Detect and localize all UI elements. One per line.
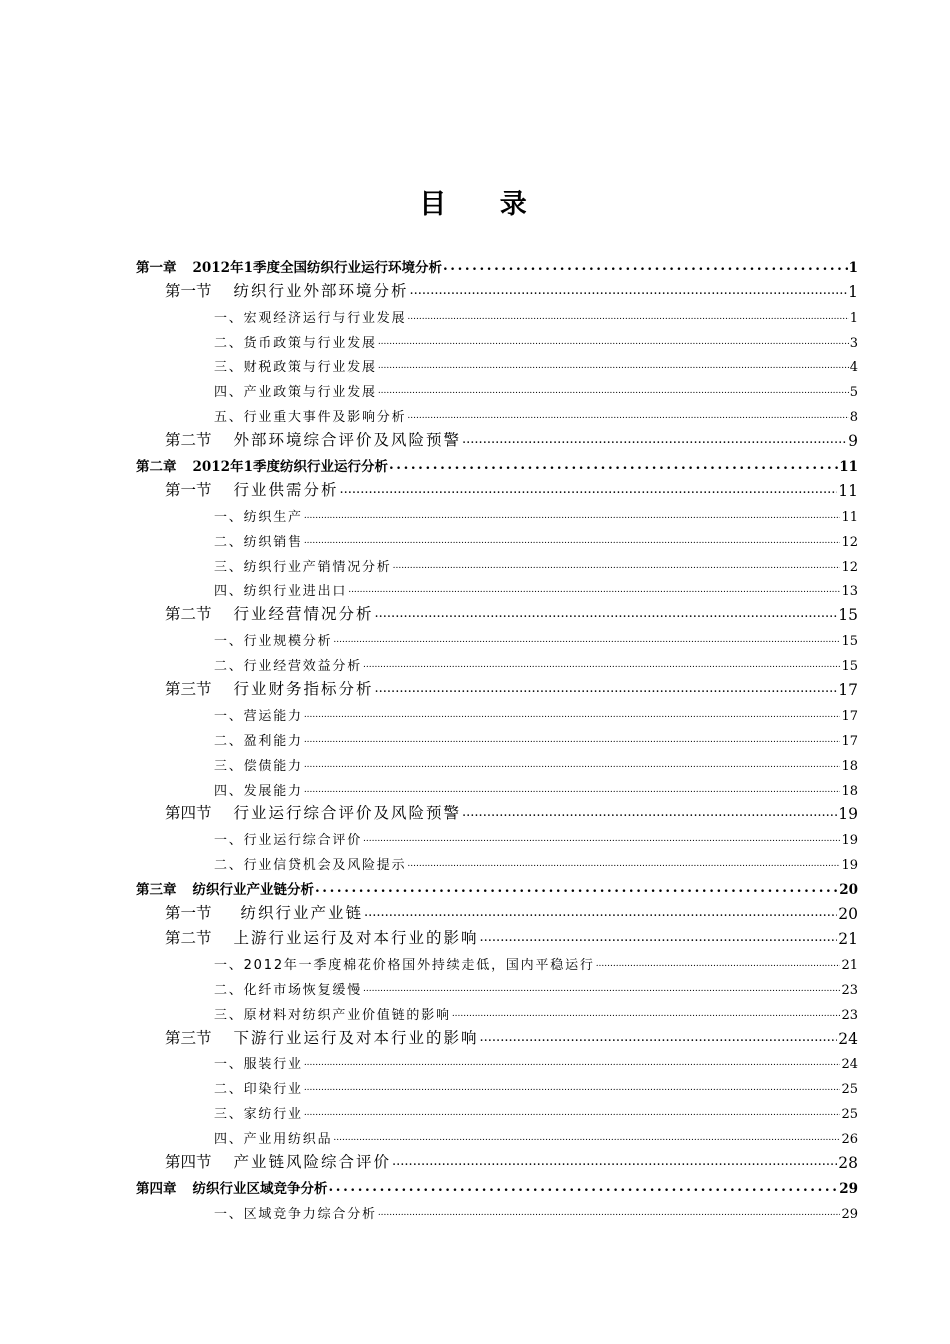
toc-item-entry[interactable]	[0, 550, 950, 575]
dot-leader	[315, 881, 838, 895]
chapter-title: 纺织行业产业链分析	[192, 882, 314, 899]
toc-chapter-entry[interactable]	[0, 450, 950, 475]
toc-item-entry[interactable]	[0, 575, 950, 600]
section-title: 下游行业运行及对本行业的影响	[233, 1028, 479, 1047]
dot-leader	[363, 982, 840, 996]
toc-item-entry[interactable]	[0, 1072, 950, 1097]
section-number: 第四节	[165, 804, 212, 823]
page-number: 18	[841, 758, 858, 774]
dot-leader	[378, 359, 849, 373]
toc-item-entry[interactable]	[0, 400, 950, 425]
toc-entry-title: 三、原材料对纺织产业价值链的影响	[214, 1007, 451, 1023]
page-number: 25	[841, 1107, 858, 1123]
page-number: 29	[841, 1206, 858, 1222]
toc-entry-title: 二、纺织销售	[214, 534, 303, 550]
page-number: 18	[841, 783, 858, 799]
page-number: 9	[848, 432, 858, 451]
chapter-number: 第二章	[136, 459, 177, 476]
toc-entry-title	[165, 602, 374, 624]
toc-item-entry[interactable]	[0, 649, 950, 674]
dot-leader	[462, 806, 837, 820]
toc-entry-title	[136, 878, 314, 898]
toc-section-entry[interactable]	[0, 599, 950, 624]
dot-leader	[480, 1031, 838, 1045]
toc-item-entry[interactable]	[0, 749, 950, 774]
dot-leader	[304, 534, 841, 548]
toc-entry-title: 四、纺织行业进出口	[214, 584, 348, 600]
toc-entry-title: 四、发展能力	[214, 783, 303, 799]
toc-item-entry[interactable]	[0, 301, 950, 326]
page-number: 15	[838, 606, 858, 625]
section-title: 产业链风险综合评价	[233, 1152, 392, 1171]
page-number: 12	[841, 534, 858, 550]
dot-leader	[378, 1206, 841, 1220]
dot-leader	[363, 832, 840, 846]
toc-entry-title	[165, 279, 409, 301]
dot-leader	[304, 783, 841, 797]
page-number: 4	[849, 360, 858, 376]
toc-item-entry[interactable]	[0, 1122, 950, 1147]
section-number: 第三节	[165, 680, 212, 699]
toc-item-entry[interactable]	[0, 774, 950, 799]
page-number: 23	[841, 1007, 858, 1023]
toc-item-entry[interactable]	[0, 823, 950, 848]
section-number: 第一节	[165, 904, 212, 923]
page-number: 3	[849, 335, 858, 351]
dot-leader	[333, 1131, 840, 1145]
dot-leader	[375, 607, 838, 621]
toc-entry-title: 二、化纤市场恢复缓慢	[214, 982, 363, 998]
toc-entry-title: 一、宏观经济运行与行业发展	[214, 310, 407, 326]
chapter-number: 第一章	[136, 259, 177, 276]
toc-entry-title	[165, 901, 363, 923]
section-number: 第四节	[165, 1152, 212, 1171]
page-number: 11	[838, 481, 858, 500]
toc-item-entry[interactable]	[0, 848, 950, 873]
section-title: 行业经营情况分析	[233, 605, 374, 624]
toc-item-entry[interactable]	[0, 351, 950, 376]
toc-entry-title	[136, 1177, 328, 1197]
page-number: 1	[849, 310, 858, 326]
chapter-number: 第四章	[136, 1180, 177, 1197]
dot-leader	[375, 682, 838, 696]
page-number: 20	[838, 905, 858, 924]
page-number: 11	[839, 459, 858, 476]
section-title: 上游行业运行及对本行业的影响	[233, 928, 479, 947]
toc-entry-title: 二、行业信贷机会及风险提示	[214, 858, 407, 874]
page-number: 12	[841, 559, 858, 575]
page-number: 21	[841, 957, 858, 973]
dot-leader	[389, 458, 838, 472]
toc-entry-title: 三、纺织行业产销情况分析	[214, 559, 392, 575]
page-number: 8	[849, 410, 858, 426]
toc-entry-title: 一、营运能力	[214, 708, 303, 724]
toc-entry-title: 二、盈利能力	[214, 733, 303, 749]
section-number: 第二节	[165, 431, 212, 450]
dot-leader	[392, 1155, 837, 1169]
section-number: 第一节	[165, 480, 212, 499]
page-number: 5	[849, 385, 858, 401]
toc-entry-title	[136, 256, 442, 276]
page-number: 1	[848, 259, 858, 276]
page-number: 23	[841, 982, 858, 998]
page-number: 13	[841, 584, 858, 600]
toc-chapter-entry[interactable]	[0, 873, 950, 898]
page-number: 15	[841, 659, 858, 675]
toc-entry-title: 一、服装行业	[214, 1057, 303, 1073]
toc-entry-title	[165, 1026, 479, 1048]
dot-leader	[340, 483, 838, 497]
toc-entry-title	[136, 455, 388, 475]
toc-item-entry[interactable]	[0, 525, 950, 550]
toc-section-entry[interactable]	[0, 1023, 950, 1048]
dot-leader	[363, 658, 840, 672]
page-number: 21	[838, 929, 858, 948]
toc-entry-title: 一、纺织生产	[214, 509, 303, 525]
toc-entry-title: 三、家纺行业	[214, 1107, 303, 1123]
toc-entry-title	[165, 677, 374, 699]
dot-leader	[393, 559, 841, 573]
toc-entry-title	[165, 1150, 391, 1172]
section-number: 第一节	[165, 281, 212, 300]
toc-section-entry[interactable]	[0, 475, 950, 500]
page-number: 26	[841, 1132, 858, 1148]
page-number: 29	[839, 1180, 858, 1197]
section-number: 第二节	[165, 928, 212, 947]
section-title: 行业财务指标分析	[233, 680, 374, 699]
dot-leader	[480, 931, 838, 945]
dot-leader	[333, 633, 840, 647]
dot-leader	[407, 310, 848, 324]
toc-section-entry[interactable]	[0, 898, 950, 923]
dot-leader	[364, 906, 837, 920]
dot-leader	[329, 1180, 839, 1194]
section-title: 纺织行业产业链	[233, 904, 363, 923]
dot-leader	[596, 957, 841, 971]
dot-leader	[304, 1056, 841, 1070]
toc-section-entry[interactable]	[0, 674, 950, 699]
dot-leader	[304, 758, 841, 772]
toc-item-entry[interactable]	[0, 973, 950, 998]
toc-item-entry[interactable]	[0, 724, 950, 749]
toc-entry-title	[165, 801, 461, 823]
chapter-number: 第三章	[136, 882, 177, 899]
dot-leader	[304, 733, 841, 747]
section-title: 纺织行业外部环境分析	[233, 281, 409, 300]
toc-entry-title	[165, 478, 339, 500]
dot-leader	[304, 1081, 841, 1095]
page-number: 28	[838, 1153, 858, 1172]
toc-item-entry[interactable]	[0, 326, 950, 351]
page-number: 20	[839, 882, 858, 899]
dot-leader	[462, 433, 847, 447]
toc-entry-title: 四、产业政策与行业发展	[214, 385, 377, 401]
page-number: 25	[841, 1082, 858, 1098]
table-of-contents	[0, 251, 950, 1222]
toc-entry-title: 四、产业用纺织品	[214, 1132, 333, 1148]
dot-leader	[304, 1106, 841, 1120]
page-number: 17	[841, 733, 858, 749]
dot-leader	[443, 259, 848, 273]
dot-leader	[348, 583, 840, 597]
toc-section-entry[interactable]	[0, 1147, 950, 1172]
section-title: 行业供需分析	[233, 480, 339, 499]
page-number: 1	[848, 282, 858, 301]
toc-entry-title: 二、行业经营效益分析	[214, 659, 363, 675]
toc-item-entry[interactable]	[0, 1048, 950, 1073]
toc-section-entry[interactable]	[0, 923, 950, 948]
page-number: 17	[841, 708, 858, 724]
page-number: 17	[838, 681, 858, 700]
toc-entry-title	[165, 428, 461, 450]
dot-leader	[407, 857, 840, 871]
toc-entry-title	[165, 926, 479, 948]
toc-section-entry[interactable]	[0, 799, 950, 824]
toc-entry-title: 二、印染行业	[214, 1082, 303, 1098]
toc-entry-title: 一、行业运行综合评价	[214, 833, 363, 849]
toc-chapter-entry[interactable]	[0, 251, 950, 276]
toc-chapter-entry[interactable]	[0, 1172, 950, 1197]
dot-leader	[452, 1007, 841, 1021]
toc-section-entry[interactable]	[0, 276, 950, 301]
page-number: 24	[841, 1057, 858, 1073]
dot-leader	[410, 284, 848, 298]
page-number: 24	[838, 1029, 858, 1048]
toc-entry-title: 一、2012年一季度棉花价格国外持续走低，国内平稳运行	[214, 957, 595, 973]
toc-item-entry[interactable]	[0, 948, 950, 973]
toc-item-entry[interactable]	[0, 998, 950, 1023]
dot-leader	[304, 509, 841, 523]
page-number: 11	[841, 509, 858, 525]
toc-entry-title: 二、货币政策与行业发展	[214, 335, 377, 351]
section-title: 行业运行综合评价及风险预警	[233, 804, 462, 823]
toc-item-entry[interactable]	[0, 699, 950, 724]
page-number: 19	[841, 833, 858, 849]
section-number: 第三节	[165, 1028, 212, 1047]
section-number: 第二节	[165, 605, 212, 624]
dot-leader	[407, 409, 848, 423]
toc-entry-title: 三、财税政策与行业发展	[214, 360, 377, 376]
toc-item-entry[interactable]	[0, 1197, 950, 1222]
chapter-title: 纺织行业区域竞争分析	[192, 1180, 328, 1197]
chapter-title: 2012年1季度纺织行业运行分析	[192, 459, 388, 476]
page-number: 15	[841, 634, 858, 650]
toc-item-entry[interactable]	[0, 624, 950, 649]
dot-leader	[378, 335, 849, 349]
toc-entry-title: 三、偿债能力	[214, 758, 303, 774]
chapter-title: 2012年1季度全国纺织行业运行环境分析	[192, 259, 442, 276]
toc-item-entry[interactable]	[0, 500, 950, 525]
toc-entry-title: 一、行业规模分析	[214, 634, 333, 650]
toc-entry-title: 一、区域竞争力综合分析	[214, 1206, 377, 1222]
toc-entry-title: 五、行业重大事件及影响分析	[214, 410, 407, 426]
toc-item-entry[interactable]	[0, 1097, 950, 1122]
section-title: 外部环境综合评价及风险预警	[233, 431, 462, 450]
toc-section-entry[interactable]	[0, 425, 950, 450]
toc-item-entry[interactable]	[0, 375, 950, 400]
page-number: 19	[841, 858, 858, 874]
page-number: 19	[838, 805, 858, 824]
dot-leader	[378, 384, 849, 398]
dot-leader	[304, 708, 841, 722]
page-title: 目 录	[419, 189, 549, 220]
